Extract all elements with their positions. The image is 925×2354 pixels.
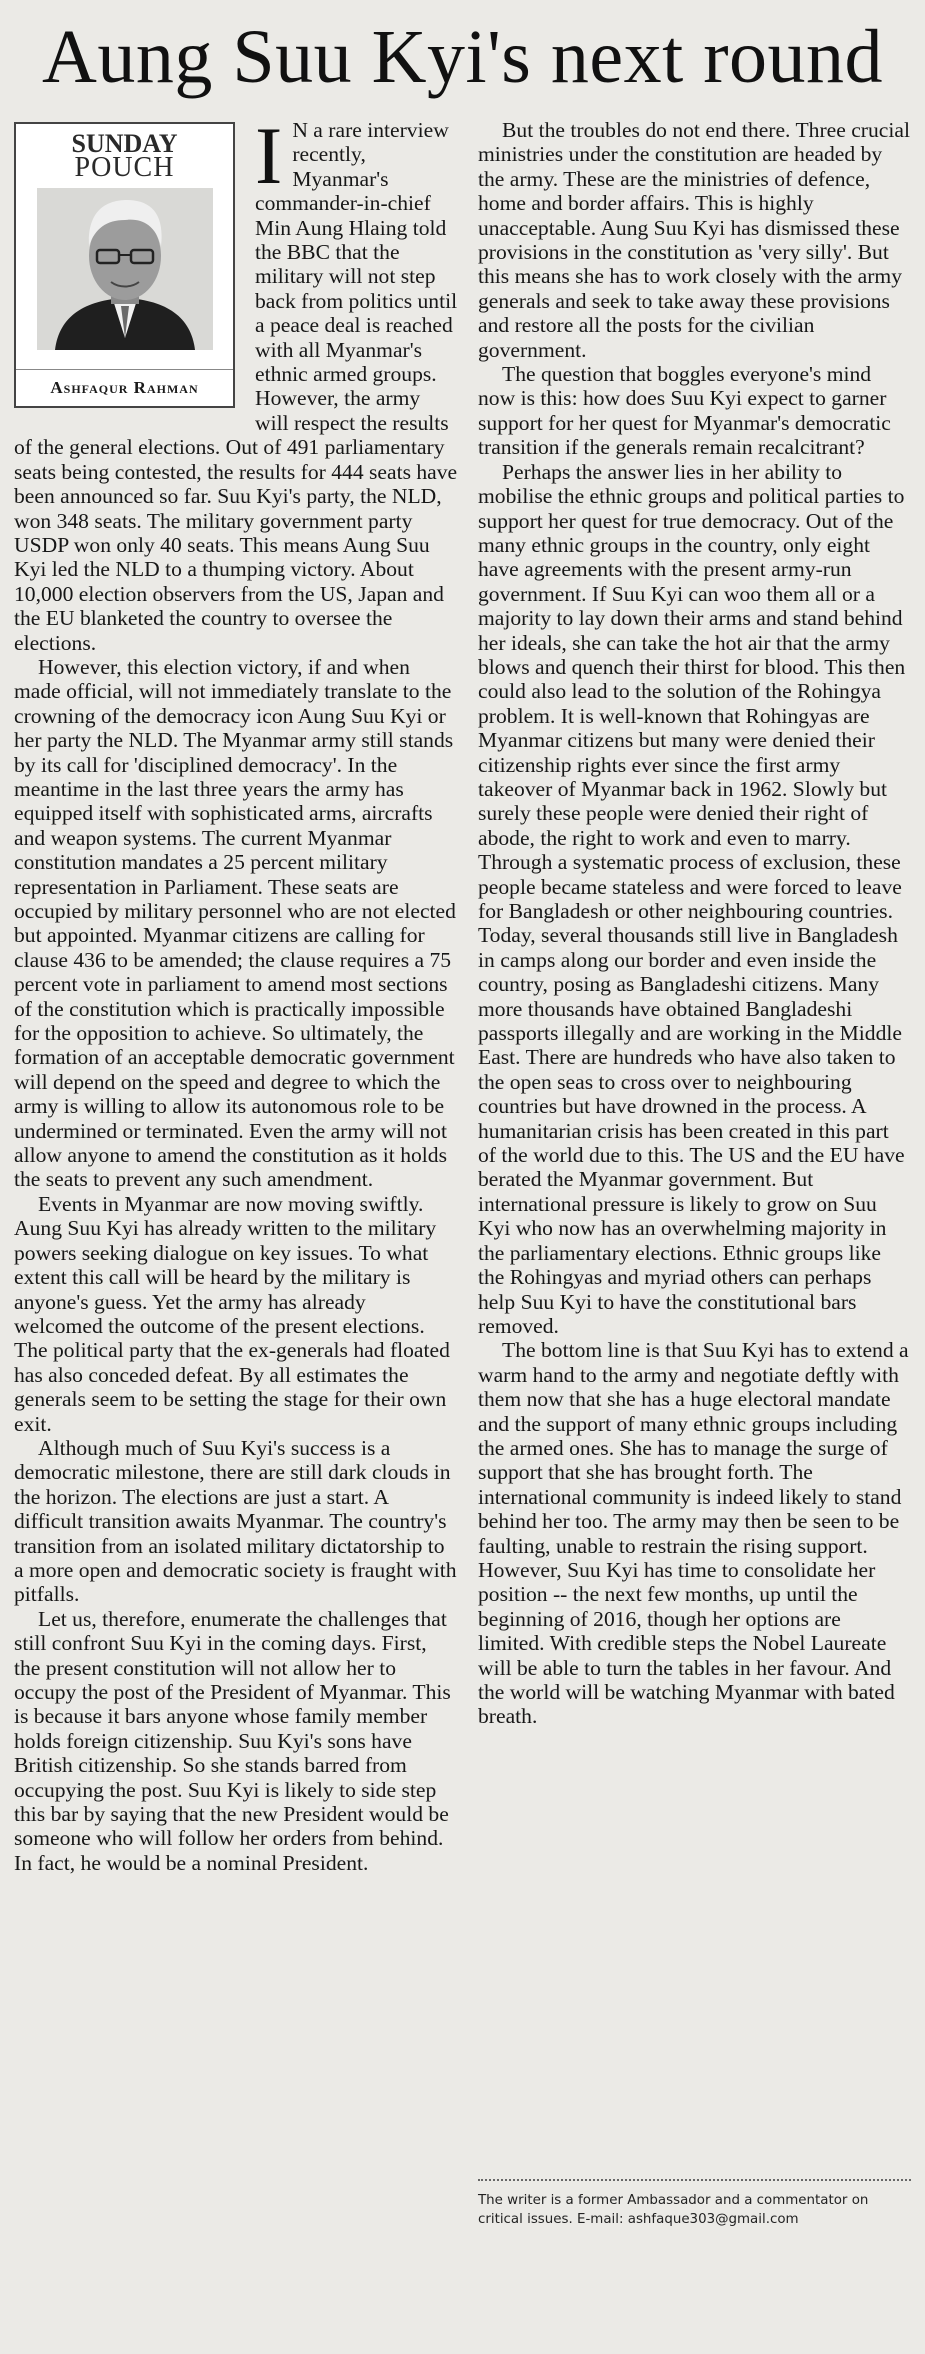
column-name-line1: SUNDAY — [71, 129, 178, 158]
paragraph-8: Perhaps the answer lies in her ability to mobilise the ethnic groups and political parties to support her quest for true democracy. Out of the many ethnic groups in the country, only eight have agreements with the present army-run government. If Suu Kyi can woo them all or a majority to lay down their arms and stand behind her ideals, she can take the hot air that the army blows and quench their thirst for blood. This then could also lead to the solution of the Rohingya problem. It is well-known that Rohingyas are Myanmar citizens but many were denied their citizenship rights ever since the first army takeover of Myanmar back in 1962. Slowly but surely these people were denied their right of abode, the right to work and even to marry. Through a systematic process of exclusion, these people became stateless and were forced to leave for Bangladesh or other neighbouring countries. Today, several thousands still live in Bangladesh in camps along our border and even inside the country, posing as Bangladeshi citizens. Many more thousands have obtained Bangladeshi passports illegally and are working in the Middle East. There are hundreds who have also taken to the open seas to cross over to neighbouring countries but have drowned in the process. A humanitarian crisis has been created in this part of the world due to this. The US and the EU have berated the Myanmar government. But international pressure is likely to grow on Suu Kyi who now has an overwhelming majority in the parliamentary elections. Ethnic groups like the Rohingyas and myriad others can perhaps help Suu Kyi to have the constitutional bars removed. — [478, 459, 906, 1338]
paragraph-6: But the troubles do not end there. Three crucial ministries under the constitution are headed by the army. These are the ministries of defence, home and border affairs. This is highly unacceptable. Aung Suu Kyi has dismissed these provisions in the constitution as 'very silly'. But this means she has to work closely with the army generals and seek to take away these provisions and restore all the posts for the civilian government. — [478, 118, 910, 362]
paragraph-1-text: N a rare interview recently, Myanmar's commander-in-chief Min Aung Hlaing told the BBC that the military will not step back from politics until a peace deal is reached with all Myanmar's ethnic armed groups. However, the army will respect the results of the general elections. Out of 491 parliamentary seats being contested, the results for 444 seats have been announced so far. Suu Kyi's party, the NLD, won 348 seats. The military government party USDP won only 40 seats. This means Aung Suu Kyi led the NLD to a thumping victory. About 10,000 election observers from the US, Japan and the EU blanketed the country to oversee the elections. — [14, 118, 458, 655]
column-name-line2: POUCH — [74, 152, 175, 183]
paragraph-4: Although much of Suu Kyi's success is a democratic milestone, there are still dark clouds in the horizon. The elections are just a start. A difficult transition awaits Myanmar. The country's transition from an isolated military dictatorship to a more open and democratic society is fraught with pitfalls. — [14, 1435, 457, 1607]
author-footnote: The writer is a former Ambassador and a commentator on critical issues. E-mail: ashfaque303@gmail.com — [478, 2193, 869, 2227]
paragraph-2: However, this election victory, if and when made official, will not immediately translate to the crowning of the democracy icon Aung Suu Kyi or her party the NLD. The Myanmar army still stands by its call for 'disciplined democracy'. In the meantime in the last three years the army has equipped itself with sophisticated arms, aircrafts and weapon systems. The current Myanmar constitution mandates a 25 percent military representation in Parliament. These seats are occupied by military personnel who are not elected but appointed. Myanmar citizens are calling for clause 436 to be amended; the clause requires a 75 percent vote in parliament to amend most sections of the constitution which is practically impossible for the opposition to achieve. So ultimately, the formation of an acceptable democratic government will depend on the speed and degree to which the army is willing to allow its autonomous role to be undermined or terminated. Even the army will not allow anyone to amend the constitution as it holds the seats to prevent any such amendment. — [14, 654, 456, 1192]
byline-box — [14, 122, 235, 408]
author-name: Ashfaqur Rahman — [16, 369, 233, 406]
right-body — [478, 118, 911, 2155]
left-column — [14, 110, 467, 2229]
article-columns — [14, 110, 911, 2229]
headline: Aung Suu Kyi's next round — [41, 15, 884, 99]
right-column — [467, 118, 911, 2229]
footnote-divider — [478, 2179, 911, 2181]
dropcap: I — [255, 110, 283, 201]
author-photo — [37, 188, 213, 350]
paragraph-7: The question that boggles everyone's mind now is this: how does Suu Kyi expect to garner support for her quest for Myanmar's democratic transition if the generals remain recalcitrant? — [478, 362, 891, 460]
paragraph-9: The bottom line is that Suu Kyi has to extend a warm hand to the army and negotiate deftly with them now that she has a huge electoral mandate and the support of many ethnic groups including the armed ones. She has to manage the surge of support that she has brought forth. The international community is indeed likely to stand behind her too. The army may then be seen to be faulting, unable to restrain the rising support. However, Suu Kyi has time to consolidate her position -- the next few months, up until the beginning of 2016, though her options are limited. With credible steps the Nobel Laureate will be able to turn the tables in her favour. And the world will be watching Myanmar with bated breath. — [478, 1338, 909, 1729]
paragraph-5: Let us, therefore, enumerate the challenges that still confront Suu Kyi in the coming days. First, the present constitution will not allow her to occupy the post of the President of Myanmar. This is because it bars anyone whose family member holds foreign citizenship. Suu Kyi's sons have British citizenship. So she stands barred from occupying the post. Suu Kyi is likely to side step this bar by saying that the new President would be someone who will follow her orders from behind. In fact, he would be a nominal President. — [14, 1606, 451, 1875]
paragraph-3: Events in Myanmar are now moving swiftly. Aung Suu Kyi has already written to the military powers seeking dialogue on key issues. To what extent this call will be heard by the military is anyone's guess. Yet the army has already welcomed the outcome of the present elections. The political party that the ex-generals had floated has also conceded defeat. By all estimates the generals seem to be setting the stage for their own exit. — [14, 1191, 450, 1436]
column-name — [16, 129, 233, 183]
